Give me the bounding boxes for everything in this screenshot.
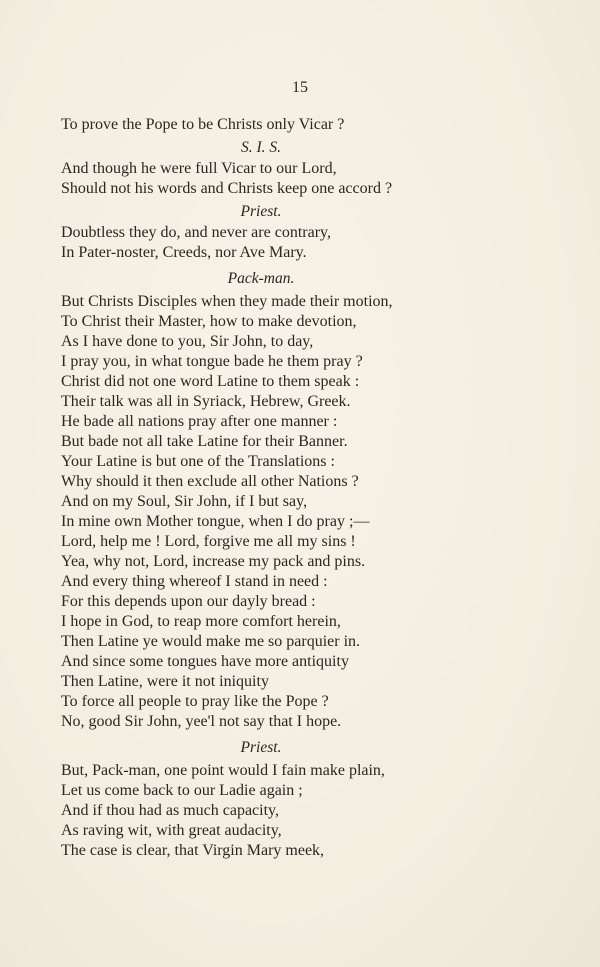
verse-line: But bade not all take Latine for their Banner. <box>61 433 348 450</box>
verse-line: Your Latine is but one of the Translations : <box>61 453 335 470</box>
verse-line: In mine own Mother tongue, when I do pray ;— <box>61 513 370 530</box>
verse-line: In Pater-noster, Creeds, nor Ave Mary. <box>61 244 307 261</box>
verse-line: I hope in God, to reap more comfort herein, <box>61 613 341 630</box>
verse-line: He bade all nations pray after one manner : <box>61 413 338 430</box>
verse-line: No, good Sir John, yee'l not say that I hope. <box>61 713 342 730</box>
verse-line: And every thing whereof I stand in need : <box>61 573 328 590</box>
verse-line: As raving wit, with great audacity, <box>61 822 282 839</box>
verse-line: And on my Soul, Sir John, if I but say, <box>61 493 308 510</box>
verse-line: As I have done to you, Sir John, to day, <box>61 333 314 350</box>
verse-line: For this depends upon our dayly bread : <box>61 593 316 610</box>
verse-line: But Christs Disciples when they made their motion, <box>61 293 393 310</box>
verse-line: And though he were full Vicar to our Lord, <box>61 160 337 177</box>
verse-line: But, Pack-man, one point would I fain make plain, <box>61 762 385 779</box>
verse-line: Yea, why not, Lord, increase my pack and pins. <box>61 553 366 570</box>
verse-line: The case is clear, that Virgin Mary meek, <box>61 842 325 859</box>
verse-line: I pray you, in what tongue bade he them pray ? <box>61 353 363 370</box>
verse-line: To prove the Pope to be Christs only Vicar ? <box>61 116 345 133</box>
verse-line: Christ did not one word Latine to them speak : <box>61 373 360 390</box>
verse-line: Should not his words and Christs keep one accord ? <box>61 180 393 197</box>
verse-line: And if thou had as much capacity, <box>61 802 280 819</box>
speaker-heading-priest: Priest. <box>240 739 282 756</box>
speaker-heading-priest: Priest. <box>240 203 282 220</box>
verse-line: Let us come back to our Ladie again ; <box>61 782 303 799</box>
verse-line: To force all people to pray like the Pope ? <box>61 693 329 710</box>
verse-line: Then Latine ye would make me so parquier in. <box>61 633 361 650</box>
verse-line: To Christ their Master, how to make devotion, <box>61 313 357 330</box>
verse-line: Then Latine, were it not iniquity <box>61 673 269 690</box>
verse-line: Why should it then exclude all other Nations ? <box>61 473 359 490</box>
verse-line: And since some tongues have more antiquity <box>61 653 349 670</box>
page-number: 15 <box>292 79 308 96</box>
verse-line: Their talk was all in Syriack, Hebrew, Greek. <box>61 393 351 410</box>
poem-text <box>61 115 441 861</box>
verse-line: Doubtless they do, and never are contrary, <box>61 224 331 241</box>
speaker-heading-packman: Pack-man. <box>227 270 295 287</box>
verse-line: Lord, help me ! Lord, forgive me all my sins ! <box>61 533 356 550</box>
speaker-heading-sis: S. I. S. <box>240 139 282 156</box>
